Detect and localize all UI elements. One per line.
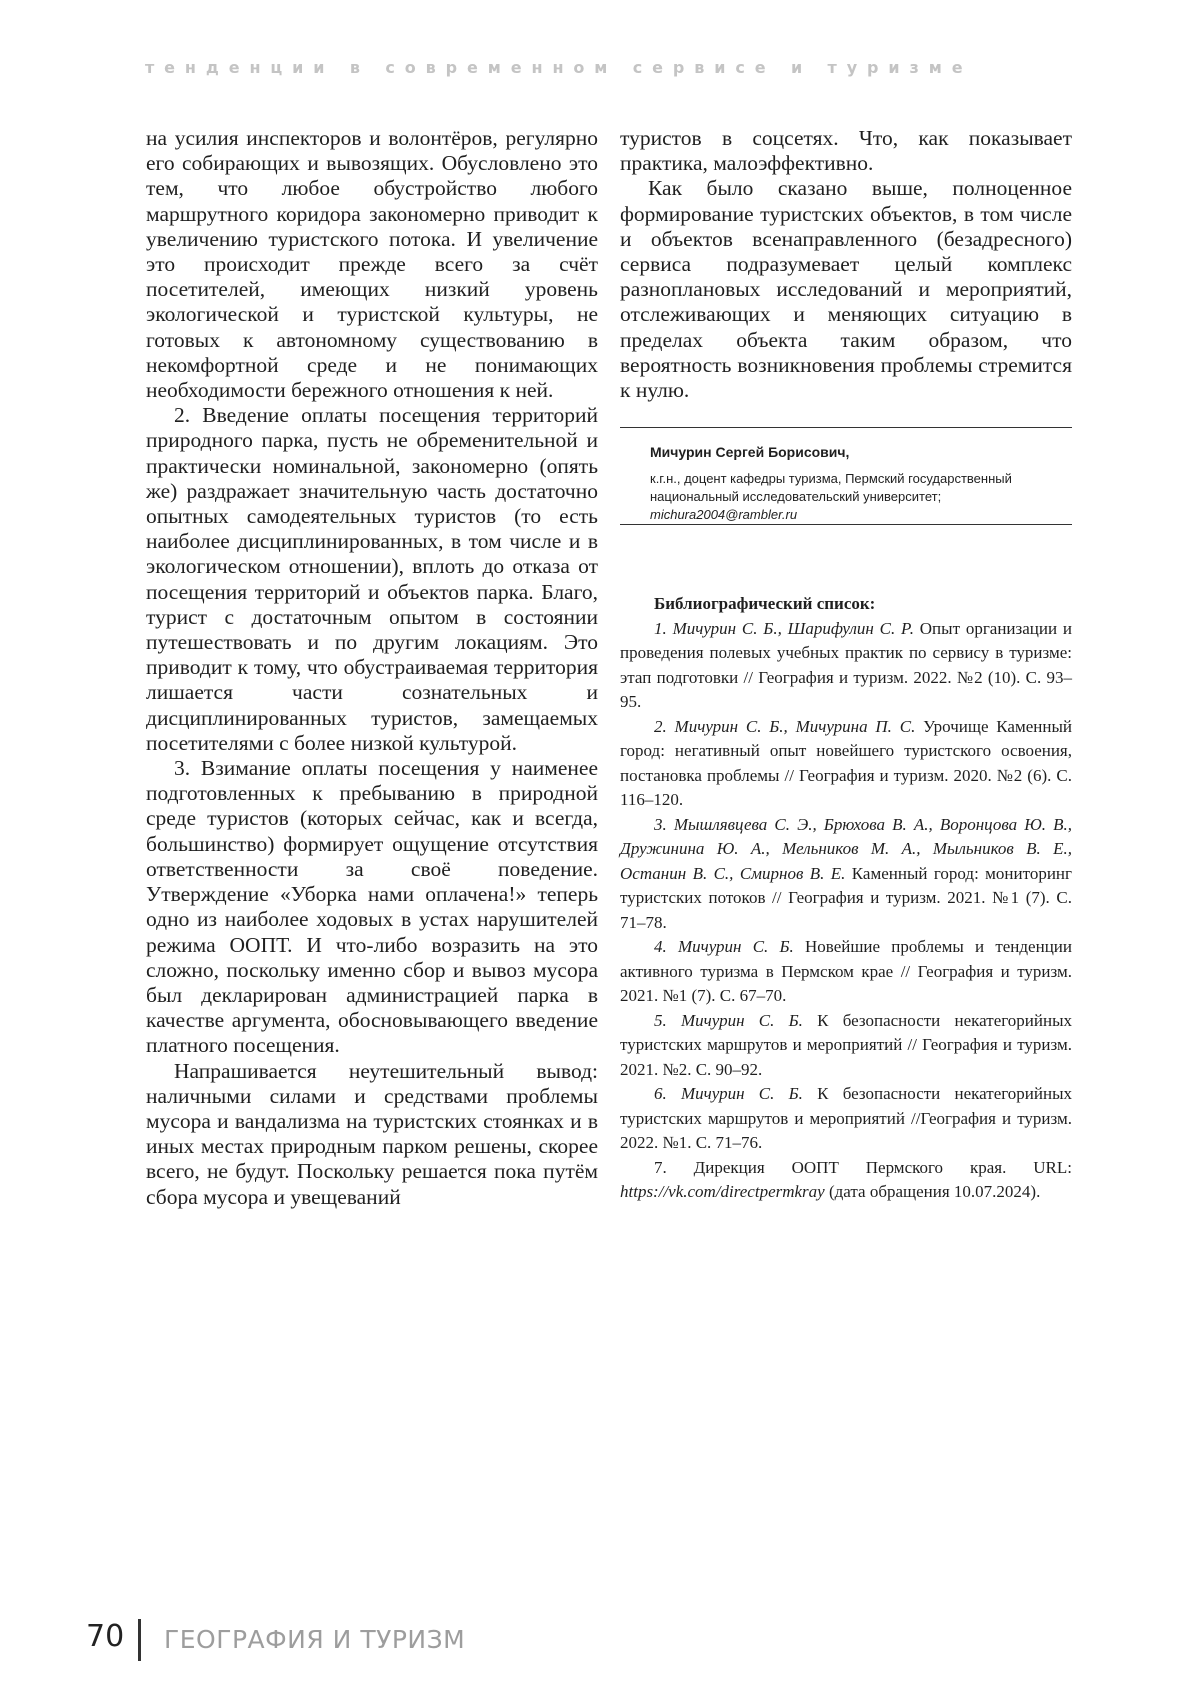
left-column xyxy=(146,126,598,1210)
author-email[interactable]: michura2004@rambler.ru xyxy=(650,507,798,522)
paragraph: Как было сказано выше, полноценное формирование туристских объектов, в том числе и объектов всенаправленного (безадресного) сервиса подразумевает целый комплекс разноплановых исследований и мероприятий, отслеживающих и меняющих ситуацию в пределах объекта таким образом, что вероятность возникновения проблемы стремится к нулю. xyxy=(620,176,1072,403)
right-column xyxy=(620,126,1072,403)
reference-text: Новейшие проблемы и тенденции активного туризма в Пермском крае // География и туризм. 2021. №1 (7). С. 67–70. xyxy=(620,937,1072,1005)
reference-url-link[interactable]: https://vk.com/directpermkray xyxy=(620,1182,825,1201)
reference-authors: 4. Мичурин С. Б. xyxy=(654,937,794,956)
paragraph: на усилия инспекторов и волонтёров, регулярно его собирающих и вывозящих. Обусловлено это тем, что любое обустройство любого маршрутного коридора закономерно приводит к увеличению туристского потока. И увеличение это происходит прежде всего за счёт посетителей, имеющих низкий уровень экологической и туристской культуры, не готовых к автономному существованию в некомфортной среде и не понимающих необходимости бережного отношения к ней. xyxy=(146,126,598,403)
reference-text: Каменный город: мониторинг туристских потоков // География и туризм. 2021. №1 (7). С. 71–78. xyxy=(620,863,1073,932)
author-name: Мичурин Сергей Борисович, xyxy=(650,444,850,460)
page-number: 70 xyxy=(86,1619,125,1654)
reference-text: Урочище Каменный город: негативный опыт новейшего туристского освоения, постановка проблемы // География и туризм. 2020. №2 (6). С. 116–120. xyxy=(620,716,1072,809)
reference-item xyxy=(620,813,1072,936)
reference-authors: 6. Мичурин С. Б. xyxy=(654,1084,803,1103)
reference-item xyxy=(620,1082,1072,1156)
reference-authors: 5. Мичурин С. Б. xyxy=(654,1010,803,1030)
footer-divider xyxy=(138,1619,141,1661)
paragraph: туристов в соцсетях. Что, как показывает практика, малоэффективно. xyxy=(620,126,1072,176)
reference-authors: 3. Мышлявцева С. Э., Брюхова В. А., Воронцова Ю. В., Дружинина Ю. А., Мельников М. А., Мыльников В. Е., Останин В. С., Смирнов В. Е. xyxy=(620,814,1072,883)
reference-item xyxy=(620,1156,1072,1205)
bibliography-title: Библиографический список: xyxy=(654,594,876,613)
paragraph: Напрашивается неутешительный вывод: наличными силами и средствами проблемы мусора и вандализма на туристских стоянках и в иных местах природным парком решены, скорее всего, не будут. Поскольку решается пока путём сбора мусора и увещеваний xyxy=(146,1058,598,1209)
author-affiliation: к.г.н., доцент кафедры туризма, Пермский государственный национальный исследовательский университет; xyxy=(650,471,1012,504)
reference-text: Опыт организации и проведения полевых учебных практик по сервису в туризме: этап подготовки // География и туризм. 2022. №2 (10). С. 93–95. xyxy=(620,618,1072,711)
paragraph: 2. Введение оплаты посещения территорий природного парка, пусть не обременительной и практически номинальной, закономерно (опять же) раздражает значительную часть достаточно опытных самодеятельных туристов (то есть наиболее дисциплинированных, в том числе и в экологическом отношении), вплоть до отказа от посещения территорий и объектов парка. Благо, турист с достаточным опытом в состоянии путешествовать и по другим локациям. Это приводит к тому, что обустраиваемая территория лишается части сознательных и дисциплинированных туристов, замещаемых посетителями с более низкой культурой. xyxy=(146,403,598,755)
reference-text: К безопасности некатегорийных туристских маршрутов и мероприятий // География и туризм. 2021. №2. С. 90–92. xyxy=(620,1010,1072,1079)
journal-title: ГЕОГРАФИЯ И ТУРИЗМ xyxy=(164,1625,466,1654)
reference-text: (дата обращения 10.07.2024). xyxy=(824,1182,1041,1201)
author-bottom-rule xyxy=(620,524,1072,525)
bibliography xyxy=(620,592,1072,1205)
reference-item xyxy=(620,935,1072,1009)
reference-authors: 2. Мичурин С. Б., Мичурина П. С. xyxy=(654,716,916,736)
reference-item xyxy=(620,1009,1072,1083)
author-top-rule xyxy=(620,427,1072,428)
reference-authors: 1. Мичурин С. Б., Шарифулин С. Р. xyxy=(654,618,914,638)
paragraph: 3. Взимание оплаты посещения у наименее подготовленных к пребыванию в природной среде туристов (которых сейчас, как и всегда, большинство) формирует ощущение отсутствия ответственности за своё поведение. Утверждение «Уборка нами оплачена!» теперь одно из наиболее ходовых в устах нарушителей режима ООПТ. И что-либо возразить на это сложно, поскольку именно сбор и вывоз мусора был декларирован администрацией парка в качестве аргумента, обосновывающего введение платного посещения. xyxy=(146,756,598,1058)
reference-text: К безопасности некатегорийных туристских маршрутов и мероприятий //География и туризм. 2022. №1. С. 71–76. xyxy=(620,1084,1072,1152)
reference-item xyxy=(620,617,1072,715)
author-block xyxy=(650,444,1070,524)
running-head: тенденции в современном сервисе и туризме xyxy=(145,58,973,77)
reference-item xyxy=(620,715,1072,813)
reference-text: 7. Дирекция ООПТ Пермского края. URL: xyxy=(654,1157,1072,1177)
